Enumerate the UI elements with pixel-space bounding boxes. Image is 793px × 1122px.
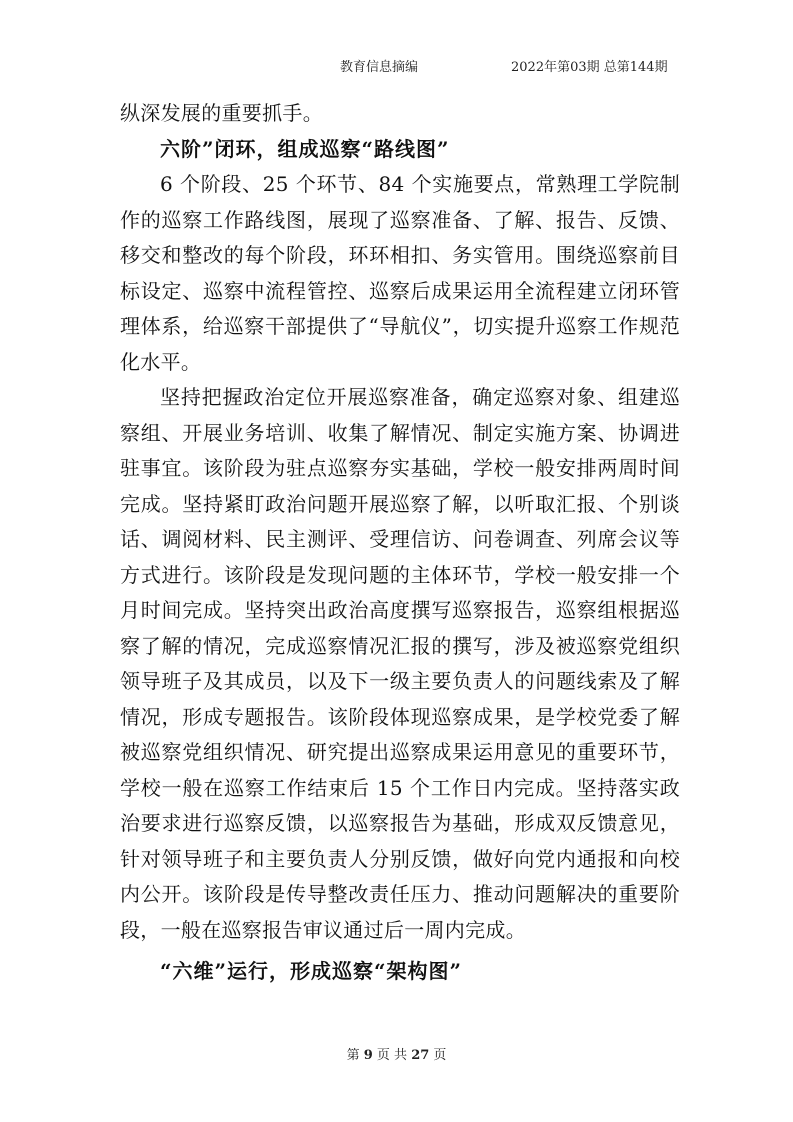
issue-number: 2022年第03期 总第144期: [511, 60, 668, 75]
paragraph-stage-details: 坚持把握政治定位开展巡察准备，确定巡察对象、组建巡察组、开展业务培训、收集了解情况、制定实施方案、协调进驻事宜。该阶段为驻点巡察夯实基础，学校一般安排两周时间完成。坚持紧盯政治问题开展巡察了解，以听取汇报、个别谈话、调阅材料、民主测评、受理信访、问卷调查、列席会议等方式进行。该阶段是发现问题的主体环节，学校一般安排一个月时间完成。坚持突出政治高度撰写巡察报告，巡察组根据巡察了解的情况，完成巡察情况汇报的撰写，涉及被巡察党组织领导班子及其成员，以及下一级主要负责人的问题线索及了解情况，形成专题报告。该阶段体现巡察成果，是学校党委了解被巡察党组织情况、研究提出巡察成果运用意见的重要环节，学校一般在巡察工作结束后 15 个工作日内完成。坚持落实政治要求进行巡察反馈，以巡察报告为基础，形成双反馈意见，针对领导班子和主要负责人分别反馈，做好向党内通报和向校内公开。该阶段是传导整改责任压力、推动问题解决的重要阶段，一般在巡察报告审议通过后一周内完成。: [120, 385, 680, 942]
current-page-number: 9: [363, 1048, 373, 1063]
total-page-count: 27: [411, 1048, 430, 1063]
section-heading-six-stages: 六阶”闭环，组成巡察“路线图”: [160, 136, 450, 161]
footer-suffix: 页: [433, 1048, 447, 1063]
paragraph-roadmap-intro: 6 个阶段、25 个环节、84 个实施要点，常熟理工学院制作的巡察工作路线图，展现了巡察准备、了解、报告、反馈、移交和整改的每个阶段，环环相扣、务实管用。围绕巡察前目标设定、巡察中流程管控、巡察后成果运用全流程建立闭环管理体系，给巡察干部提供了“导航仪”，切实提升巡察工作规范化水平。: [120, 172, 680, 374]
footer-middle: 页 共: [376, 1048, 408, 1063]
section-heading-six-dimensions: “六维”运行，形成巡察“架构图”: [160, 959, 463, 983]
paragraph-continued: 纵深发展的重要抓手。: [120, 101, 323, 125]
article-body: [120, 96, 680, 990]
page-header: [0, 56, 793, 76]
publication-name: 教育信息摘编: [340, 60, 419, 75]
page-footer: [0, 1044, 793, 1063]
footer-prefix: 第: [346, 1048, 360, 1063]
